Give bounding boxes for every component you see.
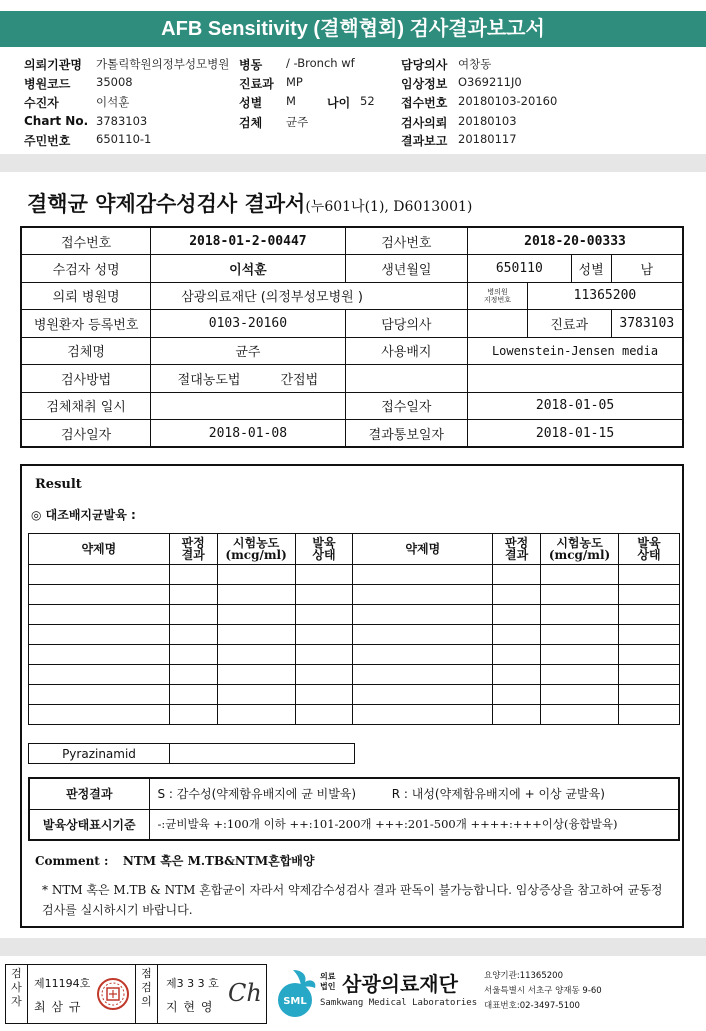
org-phone: 대표번호:02-3497-5100 [484, 1001, 580, 1011]
col-judge-2-line-1: 판정 [505, 536, 529, 550]
sex-value-cell: 남 [611, 255, 683, 283]
hospital-value: 가톨릭학원의정부성모병원 [96, 57, 230, 71]
col-growth [295, 534, 353, 565]
sml-logo-icon [271, 966, 325, 1020]
table-row [29, 645, 680, 665]
tester-label: 검사자 [6, 965, 28, 1023]
notify-label: 결과통보일자 [345, 420, 467, 448]
col-judge-2-line-2: 결과 [505, 548, 529, 562]
chart-label: Chart No. [24, 114, 89, 128]
col-conc-2-line-2: (mcg/ml) [548, 548, 611, 562]
medium-value: Lowenstein-Jensen media [468, 337, 683, 365]
drug-table [28, 533, 680, 725]
test-date-label: 검사일자 [21, 420, 151, 448]
birth-label: 생년월일 [345, 255, 467, 283]
collector-label: 수진자 [24, 96, 59, 110]
collect-label: 검체채취 일시 [21, 392, 151, 420]
specimen-label: 검체 [239, 116, 263, 130]
tester-cell [28, 965, 136, 1023]
collect-value [151, 392, 345, 420]
clinical-label: 임상정보 [401, 77, 448, 91]
hosp-code-value: 11365200 [527, 282, 683, 310]
reg-no-label: 병원환자 등록번호 [21, 310, 151, 338]
req-hospital-value: 삼광의료재단 (의정부성모병원 ) [151, 282, 468, 310]
doctor-label: 담당의사 [401, 58, 448, 72]
table-row [29, 585, 680, 605]
judge-result-label: 판정결과 [29, 778, 149, 809]
ssn-value: 650110-1 [96, 132, 152, 146]
method-empty [345, 365, 467, 393]
age-value: 52 [360, 94, 375, 108]
legal-entity-line-1: 의료 [320, 972, 336, 981]
hosp-code-label [468, 282, 528, 310]
tester-license: 제11194호 [34, 977, 91, 990]
col-judge-2 [493, 534, 541, 565]
judge-s: S : 감수성(약제함유배지에 균 비발육) [157, 787, 357, 802]
reviewer-signature: Ch [228, 979, 262, 1007]
growth-criteria-label: 발육상태표시기준 [29, 809, 149, 840]
header-divider [0, 154, 706, 172]
col-conc [217, 534, 295, 565]
specimen-label-cell: 검체명 [21, 337, 151, 365]
receive-value: 2018-01-05 [468, 392, 683, 420]
ward-label: 병동 [239, 58, 263, 72]
comment-note: * NTM 혹은 M.TB & NTM 혼합균이 자라서 약제감수성검사 결과 판독이 불가능합니다. 임상증상을 참고하여 균동정검사를 실시하시기 바랍니다. [42, 883, 663, 917]
request-value: 20180103 [458, 114, 517, 128]
col-conc-2-line-1: 시험농도 [556, 536, 603, 550]
legal-entity-line-2: 법인 [320, 982, 336, 991]
table-row [29, 625, 680, 645]
reviewer-name: 지 현 영 [166, 1000, 214, 1014]
exam-no-label: 검사번호 [345, 227, 467, 255]
table-row [29, 605, 680, 625]
col-judge-line-1: 판정 [181, 536, 205, 550]
chart-value: 3783103 [96, 114, 148, 128]
result-section [20, 464, 684, 928]
code-value: 35008 [96, 75, 133, 89]
test-date-value: 2018-01-08 [151, 420, 345, 448]
receipt-no-value: 2018-01-2-00447 [151, 227, 345, 255]
col-conc-line-2: (mcg/ml) [225, 548, 287, 562]
receipt-label: 접수번호 [401, 96, 448, 110]
tester-name: 최 삼 규 [34, 1000, 82, 1014]
document-title [27, 188, 472, 218]
col-drug-2: 약제명 [353, 534, 493, 565]
col-growth-2-line-2: 상태 [637, 548, 661, 562]
reg-no-value: 0103-20160 [151, 310, 345, 338]
sex-label: 성별 [239, 96, 263, 110]
signature-block [5, 964, 267, 1024]
code-label: 병원코드 [24, 77, 71, 91]
comment-label: Comment : [35, 854, 109, 868]
specimen-value-cell: 균주 [151, 337, 345, 365]
clinical-value: O369211J0 [458, 75, 522, 89]
col-growth-line-2: 상태 [312, 548, 336, 562]
report-value: 20180117 [458, 132, 517, 146]
request-label: 검사의뢰 [401, 116, 448, 130]
reviewer-cell [158, 965, 266, 1023]
dept-value-cell: 3783103 [611, 310, 683, 338]
dept-value: MP [286, 75, 303, 89]
method-indirect: 간접법 [280, 372, 319, 388]
document-title-main: 결핵균 약제감수성검사 결과서 [27, 191, 306, 216]
exam-no-value: 2018-20-00333 [468, 227, 683, 255]
document-title-code: (누601나(1), D6013001) [305, 199, 473, 215]
seal-icon [96, 977, 130, 1011]
method-value [151, 365, 345, 393]
age-label: 나이 [327, 96, 351, 110]
table-row [29, 685, 680, 705]
notify-value: 2018-01-15 [468, 420, 683, 448]
col-conc-line-1: 시험농도 [232, 536, 280, 550]
org-address-block [484, 969, 602, 1014]
org-english-name: Samkwang Medical Laboratories [320, 998, 478, 1008]
dept-label: 진료과 [239, 77, 274, 91]
reviewer-label: 점검의 [136, 965, 158, 1023]
method-label: 검사방법 [21, 365, 151, 393]
hosp-code-label-line-1: 병의원 [487, 287, 508, 296]
comment-text: NTM 혹은 M.TB&NTM혼합배양 [122, 854, 315, 868]
method-empty-2 [468, 365, 683, 393]
report-banner: AFB Sensitivity (결핵협회) 검사결과보고서 [0, 11, 706, 47]
sex-label-cell: 성별 [571, 255, 611, 283]
ssn-label: 주민번호 [24, 134, 71, 148]
collector-value: 이석훈 [96, 95, 130, 109]
receipt-value: 20180103-20160 [458, 94, 558, 108]
judge-r: R : 내성(약제함유배지에 + 이상 균발육) [391, 787, 605, 802]
logo-text: SML [283, 996, 307, 1007]
physician-label: 담당의사 [345, 310, 467, 338]
reviewer-license: 제3 3 3 호 [166, 977, 219, 990]
result-label: Result [35, 477, 82, 492]
physician-value [468, 310, 528, 338]
patient-name-value: 이석훈 [151, 255, 345, 283]
footer-divider [0, 938, 706, 956]
pyrazinamide-row [28, 743, 355, 764]
col-conc-2 [541, 534, 619, 565]
req-hospital-label: 의뢰 병원명 [21, 282, 151, 310]
patient-info-table [20, 226, 684, 448]
receipt-no-label: 접수번호 [21, 227, 151, 255]
table-row [29, 665, 680, 685]
org-name: 삼광의료재단 [342, 972, 458, 996]
org-code: 요양기관:11365200 [484, 971, 563, 981]
birth-value: 650110 [468, 255, 572, 283]
method-absolute: 절대농도법 [177, 372, 241, 388]
col-judge-line-2: 결과 [181, 548, 205, 562]
hosp-code-label-line-2: 지정번호 [483, 295, 511, 304]
judge-result-text [149, 778, 679, 809]
doctor-value: 여창동 [458, 57, 492, 71]
receive-label: 접수일자 [345, 392, 467, 420]
pyrazinamide-result [170, 744, 355, 764]
report-label: 결과보고 [401, 134, 448, 148]
patient-name-label: 수검자 성명 [21, 255, 151, 283]
pyrazinamide-label: Pyrazinamid [29, 744, 170, 764]
col-growth-2-line-1: 발육 [637, 536, 661, 550]
col-drug: 약제명 [29, 534, 170, 565]
table-row [29, 565, 680, 585]
org-address: 서울특별시 서초구 양재동 9-60 [484, 986, 602, 996]
comment-line [35, 852, 314, 869]
legal-entity [320, 972, 342, 992]
table-row [29, 705, 680, 725]
ward-value: / -Bronch wf [286, 56, 355, 70]
specimen-value: 균주 [286, 115, 309, 129]
col-growth-line-1: 발육 [312, 536, 336, 550]
col-growth-2 [619, 534, 680, 565]
col-judge [169, 534, 217, 565]
hospital-label: 의뢰기관명 [24, 58, 82, 72]
header-info [0, 52, 706, 156]
dept-label-cell: 진료과 [527, 310, 611, 338]
legend-table [28, 777, 680, 841]
growth-criteria-text: -:균비발육 +:100개 이하 ++:101-200개 +++:201-500개 ++++:+++이상(융합발육) [149, 809, 679, 840]
sex-value: M [286, 94, 296, 108]
medium-label: 사용배지 [345, 337, 467, 365]
control-growth-label: ◎ 대조배지균발육 : [31, 508, 136, 522]
